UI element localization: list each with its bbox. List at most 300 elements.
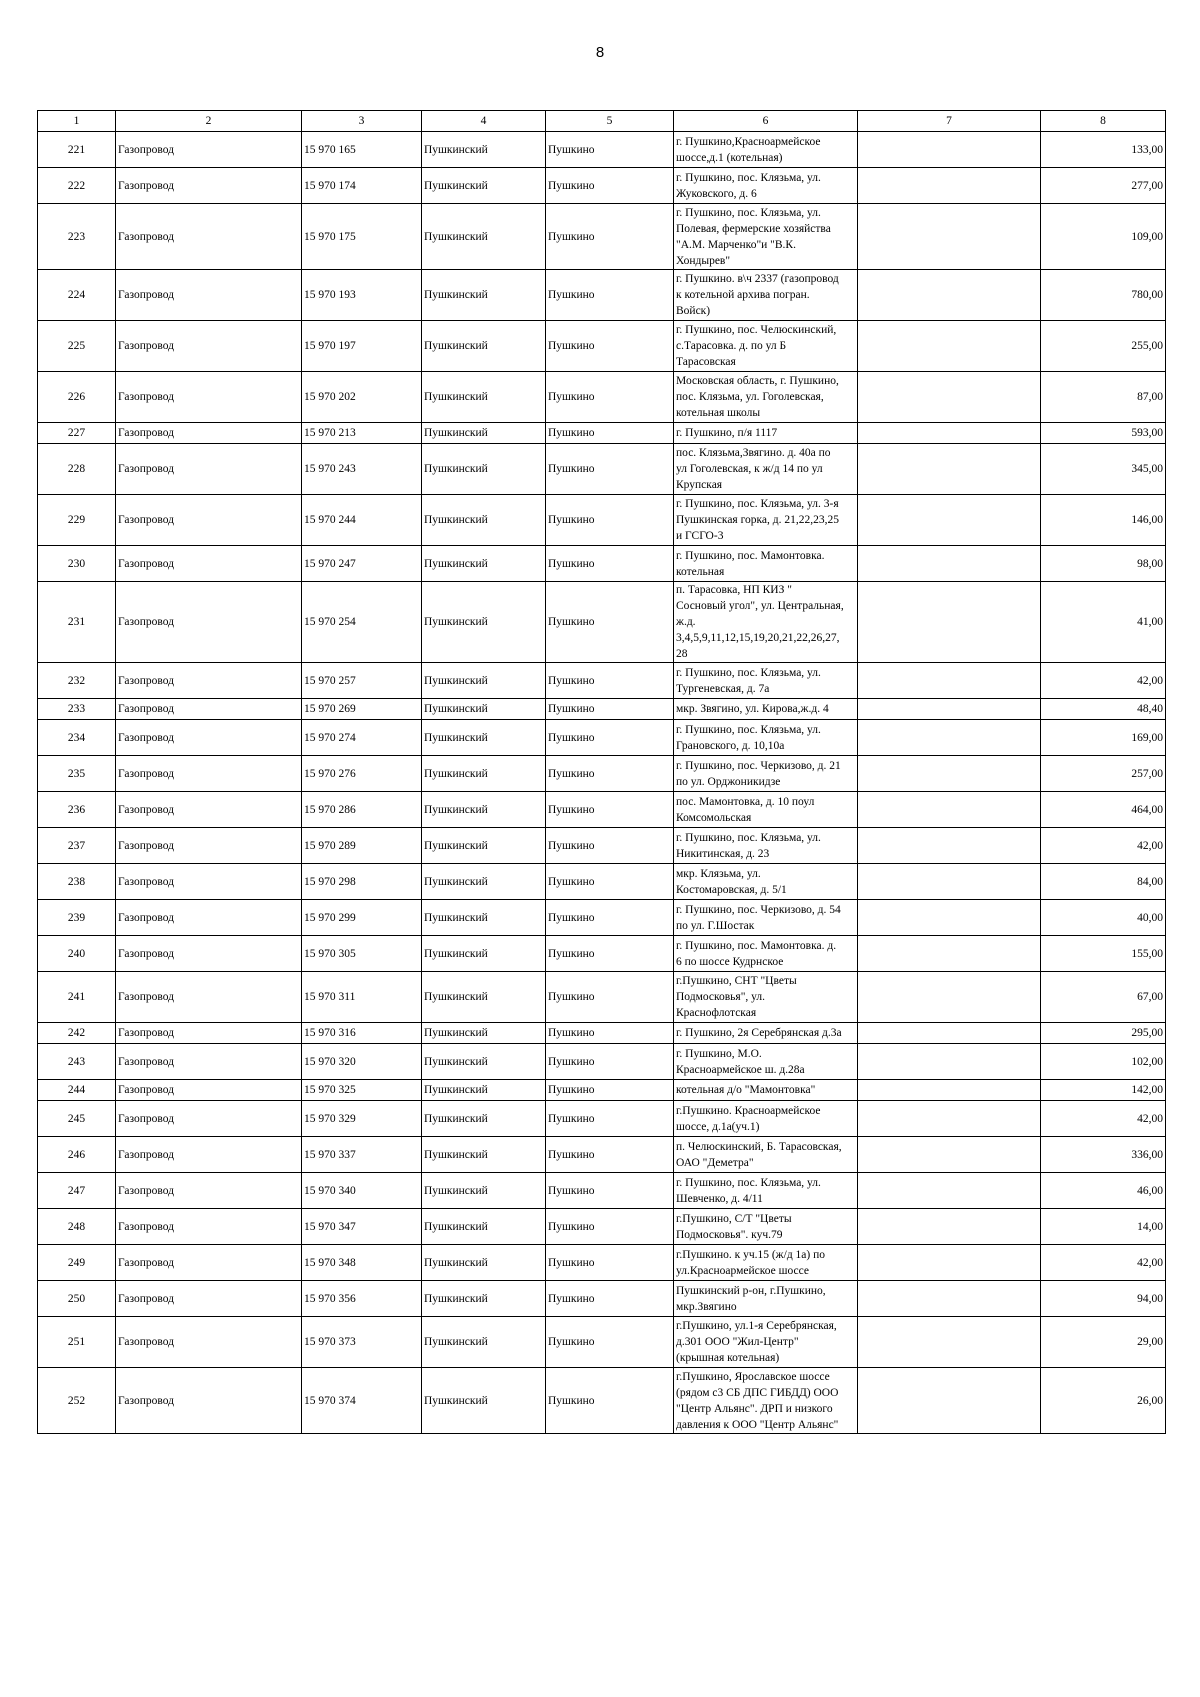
- length-value: 42,00: [1041, 1245, 1166, 1281]
- city: Пушкино: [546, 663, 674, 699]
- address: г. Пушкино, М.О. Красноармейское ш. д.28а: [674, 1044, 858, 1080]
- column-7-cell: [858, 1317, 1041, 1368]
- table-row: [38, 1368, 1166, 1434]
- object-type: Газопровод: [116, 864, 302, 900]
- row-number: 247: [38, 1173, 116, 1209]
- city: Пушкино: [546, 900, 674, 936]
- length-value: 464,00: [1041, 792, 1166, 828]
- object-code: 15 970 197: [302, 321, 422, 372]
- city: Пушкино: [546, 972, 674, 1023]
- district: Пушкинский: [422, 204, 546, 270]
- city: Пушкино: [546, 864, 674, 900]
- column-header: 5: [546, 111, 674, 132]
- object-type: Газопровод: [116, 936, 302, 972]
- length-value: 295,00: [1041, 1023, 1166, 1044]
- address: г. Пушкино, пос. Черкизово, д. 21 по ул. Орджоникидзе: [674, 756, 858, 792]
- column-7-cell: [858, 444, 1041, 495]
- address: пос. Мамонтовка, д. 10 поул Комсомольская: [674, 792, 858, 828]
- city: Пушкино: [546, 1368, 674, 1434]
- table-row: [38, 1101, 1166, 1137]
- address: г. Пушкино, пос. Мамонтовка. д. 6 по шоссе Кудрнское: [674, 936, 858, 972]
- object-code: 15 970 311: [302, 972, 422, 1023]
- column-7-cell: [858, 1137, 1041, 1173]
- table-row: [38, 663, 1166, 699]
- page-number: 8: [595, 44, 605, 61]
- table-row: [38, 699, 1166, 720]
- row-number: 221: [38, 132, 116, 168]
- table-row: [38, 582, 1166, 663]
- row-number: 230: [38, 546, 116, 582]
- object-code: 15 970 374: [302, 1368, 422, 1434]
- object-type: Газопровод: [116, 372, 302, 423]
- district: Пушкинский: [422, 1317, 546, 1368]
- column-7-cell: [858, 495, 1041, 546]
- city: Пушкино: [546, 168, 674, 204]
- city: Пушкино: [546, 1281, 674, 1317]
- length-value: 336,00: [1041, 1137, 1166, 1173]
- address: котельная д/о "Мамонтовка": [674, 1080, 858, 1101]
- table-row: [38, 168, 1166, 204]
- object-type: Газопровод: [116, 423, 302, 444]
- city: Пушкино: [546, 546, 674, 582]
- column-7-cell: [858, 168, 1041, 204]
- city: Пушкино: [546, 1137, 674, 1173]
- row-number: 223: [38, 204, 116, 270]
- column-7-cell: [858, 1044, 1041, 1080]
- table-row: [38, 972, 1166, 1023]
- table-row: [38, 1317, 1166, 1368]
- district: Пушкинский: [422, 663, 546, 699]
- length-value: 98,00: [1041, 546, 1166, 582]
- length-value: 48,40: [1041, 699, 1166, 720]
- object-code: 15 970 269: [302, 699, 422, 720]
- table-row: [38, 864, 1166, 900]
- city: Пушкино: [546, 720, 674, 756]
- city: Пушкино: [546, 1245, 674, 1281]
- row-number: 234: [38, 720, 116, 756]
- object-code: 15 970 348: [302, 1245, 422, 1281]
- object-code: 15 970 165: [302, 132, 422, 168]
- district: Пушкинский: [422, 1173, 546, 1209]
- address: г. Пушкино, 2я Серебрянская д.3а: [674, 1023, 858, 1044]
- district: Пушкинский: [422, 1245, 546, 1281]
- district: Пушкинский: [422, 936, 546, 972]
- address: пос. Клязьма,Звягино. д. 40а по ул Гоголевская, к ж/д 14 по ул Крупская: [674, 444, 858, 495]
- object-type: Газопровод: [116, 321, 302, 372]
- city: Пушкино: [546, 321, 674, 372]
- length-value: 155,00: [1041, 936, 1166, 972]
- row-number: 245: [38, 1101, 116, 1137]
- length-value: 84,00: [1041, 864, 1166, 900]
- column-7-cell: [858, 720, 1041, 756]
- column-7-cell: [858, 372, 1041, 423]
- object-type: Газопровод: [116, 1080, 302, 1101]
- address: Пушкинский р-он, г.Пушкино, мкр.Звягино: [674, 1281, 858, 1317]
- column-7-cell: [858, 1368, 1041, 1434]
- object-code: 15 970 320: [302, 1044, 422, 1080]
- column-7-cell: [858, 699, 1041, 720]
- district: Пушкинский: [422, 1281, 546, 1317]
- district: Пушкинский: [422, 168, 546, 204]
- table-row: [38, 828, 1166, 864]
- address: г.Пушкино, С/Т "Цветы Подмосковья". куч.79: [674, 1209, 858, 1245]
- object-code: 15 970 329: [302, 1101, 422, 1137]
- table-row: [38, 1137, 1166, 1173]
- column-7-cell: [858, 1209, 1041, 1245]
- row-number: 232: [38, 663, 116, 699]
- table-row: [38, 423, 1166, 444]
- row-number: 239: [38, 900, 116, 936]
- table-row: [38, 132, 1166, 168]
- object-code: 15 970 254: [302, 582, 422, 663]
- length-value: 133,00: [1041, 132, 1166, 168]
- column-header: 6: [674, 111, 858, 132]
- object-type: Газопровод: [116, 663, 302, 699]
- object-code: 15 970 244: [302, 495, 422, 546]
- column-7-cell: [858, 828, 1041, 864]
- length-value: 345,00: [1041, 444, 1166, 495]
- length-value: 42,00: [1041, 663, 1166, 699]
- table-body: [38, 132, 1166, 1434]
- column-7-cell: [858, 270, 1041, 321]
- object-type: Газопровод: [116, 1245, 302, 1281]
- object-type: Газопровод: [116, 1044, 302, 1080]
- row-number: 250: [38, 1281, 116, 1317]
- column-7-cell: [858, 972, 1041, 1023]
- district: Пушкинский: [422, 756, 546, 792]
- address: г. Пушкино, п/я 1117: [674, 423, 858, 444]
- length-value: 255,00: [1041, 321, 1166, 372]
- column-7-cell: [858, 792, 1041, 828]
- object-code: 15 970 243: [302, 444, 422, 495]
- row-number: 241: [38, 972, 116, 1023]
- object-code: 15 970 347: [302, 1209, 422, 1245]
- object-code: 15 970 305: [302, 936, 422, 972]
- object-code: 15 970 325: [302, 1080, 422, 1101]
- column-7-cell: [858, 204, 1041, 270]
- row-number: 229: [38, 495, 116, 546]
- column-7-cell: [858, 756, 1041, 792]
- object-code: 15 970 286: [302, 792, 422, 828]
- object-code: 15 970 298: [302, 864, 422, 900]
- object-type: Газопровод: [116, 168, 302, 204]
- length-value: 40,00: [1041, 900, 1166, 936]
- table-row: [38, 756, 1166, 792]
- object-type: Газопровод: [116, 972, 302, 1023]
- column-7-cell: [858, 864, 1041, 900]
- address: мкр. Клязьма, ул. Костомаровская, д. 5/1: [674, 864, 858, 900]
- table-row: [38, 204, 1166, 270]
- row-number: 246: [38, 1137, 116, 1173]
- district: Пушкинский: [422, 1368, 546, 1434]
- row-number: 233: [38, 699, 116, 720]
- row-number: 243: [38, 1044, 116, 1080]
- length-value: 142,00: [1041, 1080, 1166, 1101]
- object-type: Газопровод: [116, 720, 302, 756]
- column-7-cell: [858, 936, 1041, 972]
- district: Пушкинский: [422, 546, 546, 582]
- row-number: 238: [38, 864, 116, 900]
- city: Пушкино: [546, 1080, 674, 1101]
- district: Пушкинский: [422, 1101, 546, 1137]
- object-type: Газопровод: [116, 132, 302, 168]
- table-row: [38, 900, 1166, 936]
- row-number: 231: [38, 582, 116, 663]
- length-value: 42,00: [1041, 828, 1166, 864]
- column-7-cell: [858, 1080, 1041, 1101]
- address: Московская область, г. Пушкино, пос. Клязьма, ул. Гоголевская, котельная школы: [674, 372, 858, 423]
- address: г. Пушкино, пос. Мамонтовка. котельная: [674, 546, 858, 582]
- length-value: 46,00: [1041, 1173, 1166, 1209]
- column-7-cell: [858, 132, 1041, 168]
- object-code: 15 970 337: [302, 1137, 422, 1173]
- table-row: [38, 720, 1166, 756]
- row-number: 227: [38, 423, 116, 444]
- length-value: 257,00: [1041, 756, 1166, 792]
- object-type: Газопровод: [116, 1368, 302, 1434]
- row-number: 248: [38, 1209, 116, 1245]
- district: Пушкинский: [422, 699, 546, 720]
- column-header: 4: [422, 111, 546, 132]
- table-row: [38, 1281, 1166, 1317]
- city: Пушкино: [546, 1317, 674, 1368]
- length-value: 593,00: [1041, 423, 1166, 444]
- length-value: 14,00: [1041, 1209, 1166, 1245]
- city: Пушкино: [546, 132, 674, 168]
- object-code: 15 970 373: [302, 1317, 422, 1368]
- city: Пушкино: [546, 444, 674, 495]
- address: г. Пушкино, пос. Клязьма, ул. Никитинская, д. 23: [674, 828, 858, 864]
- row-number: 244: [38, 1080, 116, 1101]
- object-code: 15 970 257: [302, 663, 422, 699]
- table-row: [38, 321, 1166, 372]
- object-code: 15 970 316: [302, 1023, 422, 1044]
- address: г. Пушкино. в\ч 2337 (газопровод к котельной архива погран. Войск): [674, 270, 858, 321]
- address: г. Пушкино, пос. Черкизово, д. 54 по ул. Г.Шостак: [674, 900, 858, 936]
- column-7-cell: [858, 900, 1041, 936]
- row-number: 251: [38, 1317, 116, 1368]
- address: г. Пушкино, пос. Клязьма, ул. Грановского, д. 10,10а: [674, 720, 858, 756]
- length-value: 26,00: [1041, 1368, 1166, 1434]
- table-row: [38, 1044, 1166, 1080]
- object-code: 15 970 247: [302, 546, 422, 582]
- object-type: Газопровод: [116, 828, 302, 864]
- district: Пушкинский: [422, 1023, 546, 1044]
- city: Пушкино: [546, 372, 674, 423]
- district: Пушкинский: [422, 720, 546, 756]
- address: г.Пушкино, СНТ "Цветы Подмосковья", ул. Краснофлотская: [674, 972, 858, 1023]
- table-row: [38, 546, 1166, 582]
- table-row: [38, 444, 1166, 495]
- address: г. Пушкино, пос. Клязьма, ул. Жуковского, д. 6: [674, 168, 858, 204]
- column-7-cell: [858, 1023, 1041, 1044]
- object-type: Газопровод: [116, 582, 302, 663]
- column-header: 1: [38, 111, 116, 132]
- table-row: [38, 1173, 1166, 1209]
- length-value: 67,00: [1041, 972, 1166, 1023]
- column-header: 8: [1041, 111, 1166, 132]
- row-number: 222: [38, 168, 116, 204]
- object-type: Газопровод: [116, 1023, 302, 1044]
- address: г. Пушкино, пос. Клязьма, ул. Шевченко, д. 4/11: [674, 1173, 858, 1209]
- object-code: 15 970 213: [302, 423, 422, 444]
- city: Пушкино: [546, 204, 674, 270]
- object-type: Газопровод: [116, 900, 302, 936]
- column-7-cell: [858, 582, 1041, 663]
- object-type: Газопровод: [116, 756, 302, 792]
- district: Пушкинский: [422, 792, 546, 828]
- object-code: 15 970 174: [302, 168, 422, 204]
- row-number: 249: [38, 1245, 116, 1281]
- district: Пушкинский: [422, 1137, 546, 1173]
- column-7-cell: [858, 1173, 1041, 1209]
- column-7-cell: [858, 1281, 1041, 1317]
- table-row: [38, 270, 1166, 321]
- row-number: 226: [38, 372, 116, 423]
- table-row: [38, 936, 1166, 972]
- length-value: 87,00: [1041, 372, 1166, 423]
- row-number: 237: [38, 828, 116, 864]
- object-code: 15 970 356: [302, 1281, 422, 1317]
- district: Пушкинский: [422, 321, 546, 372]
- address: г. Пушкино, пос. Челюскинский, с.Тарасовка. д. по ул Б Тарасовская: [674, 321, 858, 372]
- district: Пушкинский: [422, 495, 546, 546]
- length-value: 780,00: [1041, 270, 1166, 321]
- city: Пушкино: [546, 423, 674, 444]
- city: Пушкино: [546, 699, 674, 720]
- city: Пушкино: [546, 1173, 674, 1209]
- object-type: Газопровод: [116, 792, 302, 828]
- address: г.Пушкино, Ярославское шоссе (рядом с3 СБ ДПС ГИБДД) ООО "Центр Альянс". ДРП и низкого давления к ООО "Центр Альянс": [674, 1368, 858, 1434]
- address: п. Челюскинский, Б. Тарасовская, ОАО "Деметра": [674, 1137, 858, 1173]
- length-value: 277,00: [1041, 168, 1166, 204]
- address: п. Тарасовка, НП КИЗ " Сосновый угол", ул. Центральная, ж.д. 3,4,5,9,11,12,15,19,20,21,22,26,27, 28: [674, 582, 858, 663]
- city: Пушкино: [546, 936, 674, 972]
- district: Пушкинский: [422, 582, 546, 663]
- district: Пушкинский: [422, 270, 546, 321]
- district: Пушкинский: [422, 900, 546, 936]
- object-code: 15 970 289: [302, 828, 422, 864]
- city: Пушкино: [546, 270, 674, 321]
- city: Пушкино: [546, 1209, 674, 1245]
- object-code: 15 970 340: [302, 1173, 422, 1209]
- table-row: [38, 1245, 1166, 1281]
- table-row: [38, 372, 1166, 423]
- district: Пушкинский: [422, 864, 546, 900]
- table-row: [38, 792, 1166, 828]
- district: Пушкинский: [422, 444, 546, 495]
- city: Пушкино: [546, 756, 674, 792]
- row-number: 240: [38, 936, 116, 972]
- object-type: Газопровод: [116, 204, 302, 270]
- object-code: 15 970 175: [302, 204, 422, 270]
- district: Пушкинский: [422, 423, 546, 444]
- address: г.Пушкино. Красноармейское шоссе, д.1а(уч.1): [674, 1101, 858, 1137]
- row-number: 252: [38, 1368, 116, 1434]
- object-type: Газопровод: [116, 495, 302, 546]
- object-code: 15 970 299: [302, 900, 422, 936]
- table-row: [38, 495, 1166, 546]
- object-code: 15 970 193: [302, 270, 422, 321]
- object-type: Газопровод: [116, 699, 302, 720]
- header-row: [38, 111, 1166, 132]
- column-7-cell: [858, 1245, 1041, 1281]
- city: Пушкино: [546, 792, 674, 828]
- column-7-cell: [858, 1101, 1041, 1137]
- district: Пушкинский: [422, 828, 546, 864]
- length-value: 169,00: [1041, 720, 1166, 756]
- city: Пушкино: [546, 1044, 674, 1080]
- table-row: [38, 1080, 1166, 1101]
- table-row: [38, 1023, 1166, 1044]
- column-header: 7: [858, 111, 1041, 132]
- object-code: 15 970 202: [302, 372, 422, 423]
- object-type: Газопровод: [116, 1209, 302, 1245]
- object-type: Газопровод: [116, 1101, 302, 1137]
- object-code: 15 970 274: [302, 720, 422, 756]
- address: г.Пушкино, ул.1-я Серебрянская, д.301 ООО "Жил-Центр" (крышная котельная): [674, 1317, 858, 1368]
- object-type: Газопровод: [116, 1317, 302, 1368]
- length-value: 109,00: [1041, 204, 1166, 270]
- column-header: 3: [302, 111, 422, 132]
- object-type: Газопровод: [116, 1281, 302, 1317]
- address: г. Пушкино,Красноармейское шоссе,д.1 (котельная): [674, 132, 858, 168]
- object-type: Газопровод: [116, 444, 302, 495]
- address: мкр. Звягино, ул. Кирова,ж.д. 4: [674, 699, 858, 720]
- district: Пушкинский: [422, 972, 546, 1023]
- object-type: Газопровод: [116, 1137, 302, 1173]
- address: г. Пушкино, пос. Клязьма, ул. Полевая, фермерские хозяйства "А.М. Марченко"и "В.К. Хондырев": [674, 204, 858, 270]
- row-number: 225: [38, 321, 116, 372]
- row-number: 236: [38, 792, 116, 828]
- address: г. Пушкино, пос. Клязьма, ул. Тургеневская, д. 7а: [674, 663, 858, 699]
- column-7-cell: [858, 423, 1041, 444]
- address: г.Пушкино. к уч.15 (ж/д 1а) по ул.Красноармейское шоссе: [674, 1245, 858, 1281]
- city: Пушкино: [546, 1101, 674, 1137]
- column-header: 2: [116, 111, 302, 132]
- city: Пушкино: [546, 828, 674, 864]
- table-row: [38, 1209, 1166, 1245]
- city: Пушкино: [546, 495, 674, 546]
- address: г. Пушкино, пос. Клязьма, ул. 3-я Пушкинская горка, д. 21,22,23,25 и ГСГО-3: [674, 495, 858, 546]
- column-7-cell: [858, 546, 1041, 582]
- district: Пушкинский: [422, 372, 546, 423]
- register-table: [37, 110, 1166, 1434]
- city: Пушкино: [546, 582, 674, 663]
- city: Пушкино: [546, 1023, 674, 1044]
- column-7-cell: [858, 663, 1041, 699]
- length-value: 29,00: [1041, 1317, 1166, 1368]
- district: Пушкинский: [422, 1080, 546, 1101]
- object-type: Газопровод: [116, 1173, 302, 1209]
- length-value: 41,00: [1041, 582, 1166, 663]
- row-number: 242: [38, 1023, 116, 1044]
- length-value: 94,00: [1041, 1281, 1166, 1317]
- length-value: 102,00: [1041, 1044, 1166, 1080]
- district: Пушкинский: [422, 132, 546, 168]
- object-type: Газопровод: [116, 546, 302, 582]
- length-value: 42,00: [1041, 1101, 1166, 1137]
- column-7-cell: [858, 321, 1041, 372]
- object-code: 15 970 276: [302, 756, 422, 792]
- row-number: 235: [38, 756, 116, 792]
- district: Пушкинский: [422, 1209, 546, 1245]
- object-type: Газопровод: [116, 270, 302, 321]
- row-number: 224: [38, 270, 116, 321]
- length-value: 146,00: [1041, 495, 1166, 546]
- row-number: 228: [38, 444, 116, 495]
- district: Пушкинский: [422, 1044, 546, 1080]
